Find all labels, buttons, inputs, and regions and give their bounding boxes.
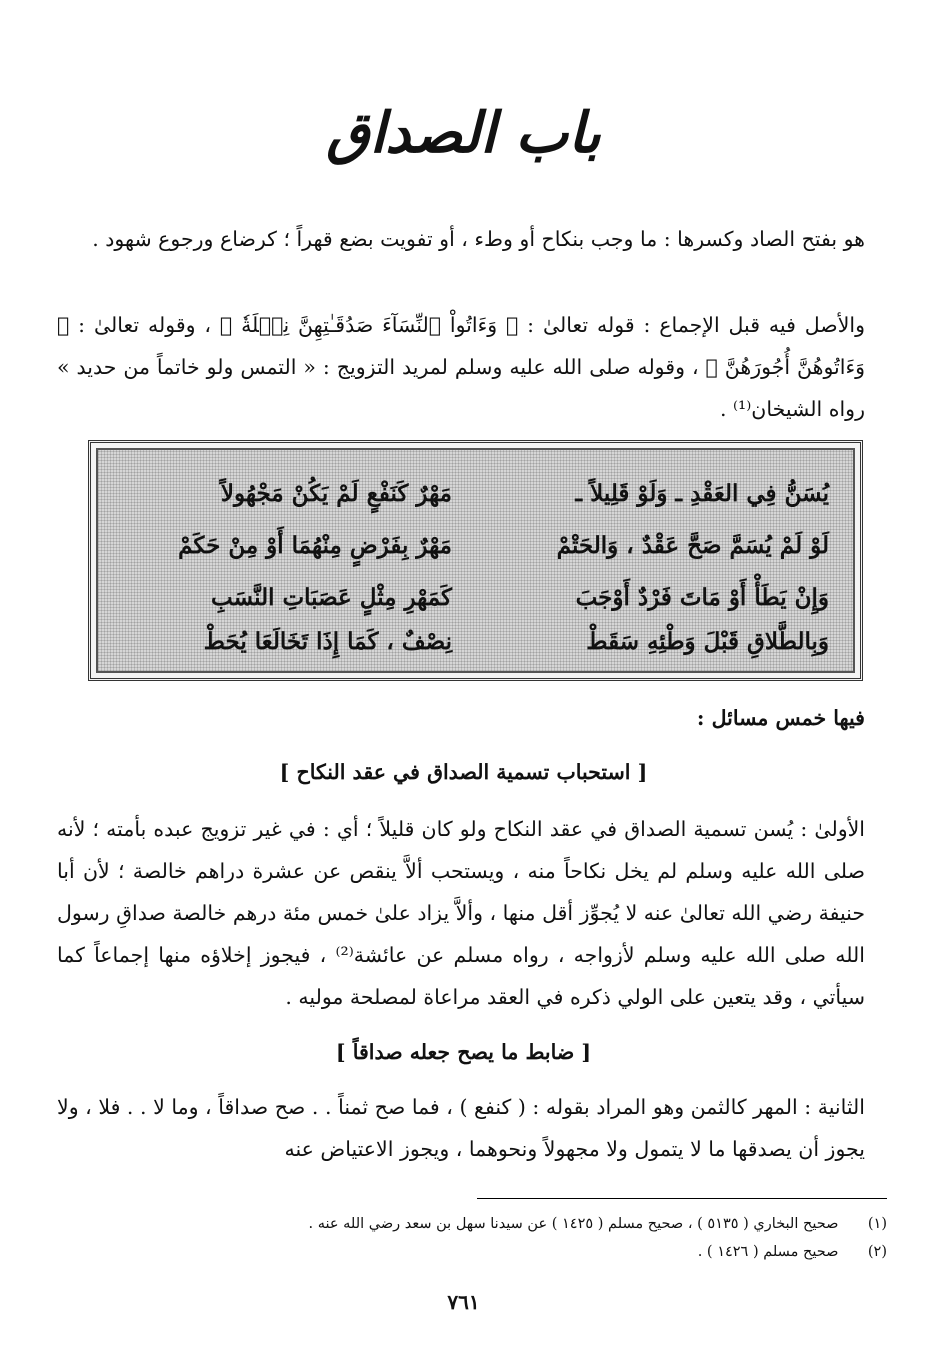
section-heading-1: [ استحباب تسمية الصداق في عقد النكاح ] (279, 760, 648, 784)
footnote-2-number: (٢) (867, 1244, 887, 1260)
verse-4-second-hemistich: نِصْفٌ ، كَمَا إِذَا تَخَالَعَا يُحَطْ (203, 628, 452, 655)
verse-1-first-hemistich: يُسَنُّ فِي العَقْدِ ـ وَلَوْ قَلِيلاً ـ (575, 480, 829, 507)
footnote-divider (477, 1198, 887, 1199)
first-issue-paragraph: الأولىٰ : يُسن تسمية الصداق في عقد النكاح ولو كان قليلاً ؛ أي : في غير تزويج عبده بأمته ؛ لأنه صلى الله عليه وسلم لم يخل نكاحاً منه ، ويستحب ألاَّ ينقص عن عشرة دراهم خالصة ؛ لأن أبا حنيفة رضي الله تعالىٰ عنه لا يُجوِّز أقل منها ، وألاَّ يزاد علىٰ خمس مئة درهم خالصة صداقِ رسول الله صلى الله عليه وسلم لأزواجه ، رواه مسلم عن عائشة⁽²⁾ ، فيجوز إخلاؤه منها إجماعاً كما سيأتي ، وقد يتعين على الولي ذكره في العقد مراعاة لمصلحة موليه . (57, 817, 865, 1009)
second-issue-paragraph: الثانية : المهر كالثمن وهو المراد بقوله : ( كنفع ) ، فما صح ثمناً . . صح صداقاً ، وما لا . . فلا ، ولا يجوز أن يصدقها ما لا يتمول ولا مجهولاً ونحوهما ، ويجوز الاعتياض عنه (57, 1095, 865, 1161)
definition-paragraph: هو بفتح الصاد وكسرها : ما وجب بنكاح أو وطء ، أو تفويت بضع قهراً ؛ كرضاع ورجوع شهود . (92, 227, 865, 251)
verse-3-first-hemistich: وَإِنْ يَطَأْ أَوْ مَاتَ فَرْدٌ أَوْجَبَ (575, 584, 829, 611)
poem-box (88, 440, 863, 681)
page-number: ٧٦١ (447, 1290, 480, 1314)
verse-2-first-hemistich: لَوْ لَمْ يُسَمَّ صَحَّ عَقْدٌ ، وَالحَتْمْ (556, 532, 829, 559)
verse-1-second-hemistich: مَهْرٌ كَنَفْعٍ لَمْ يَكُنْ مَجْهُولاً (220, 480, 452, 507)
footnote-1-number: (١) (867, 1216, 887, 1232)
poem-verses (96, 448, 855, 673)
verse-4-first-hemistich: وَبِالطَّلاقِ قَبْلَ وَطْئِهِ سَقَطْ (586, 628, 829, 655)
footnote-2 (67, 1240, 887, 1264)
chapter-title: باب الصداق (326, 100, 601, 166)
footnote-1 (67, 1212, 887, 1236)
section-heading-2: [ ضابط ما يصح جعله صداقاً ] (335, 1040, 592, 1064)
footnote-1-text: صحيح البخاري ( ٥١٣٥ ) ، صحيح مسلم ( ١٤٢٥ ) عن سيدنا سهل بن سعد رضي الله عنه . (308, 1216, 839, 1232)
footnote-2-text: صحيح مسلم ( ١٤٢٦ ) . (697, 1244, 839, 1260)
issues-intro: فيها خمس مسائل : (696, 706, 865, 730)
verse-3-second-hemistich: كَمَهْرِ مِثْلٍ عَصَبَاتِ النَّسَبِ (211, 584, 452, 611)
verse-2-second-hemistich: مَهْرٌ بِفَرْضٍ مِنْهُمَا أَوْ مِنْ حَكَمْ (178, 532, 452, 559)
evidence-paragraph: والأصل فيه قبل الإجماع : قوله تعالىٰ : ﴿ وَءَاتُواْ ٱلنِّسَآءَ صَدُقَـٰتِهِنَّ نِحۡلَةٗ ﴾ ، وقوله تعالىٰ : ﴿ وَءَاتُوهُنَّ أُجُورَهُنَّ ﴾ ، وقوله صلى الله عليه وسلم لمريد التزويج : « التمس ولو خاتماً من حديد » رواه الشيخان⁽¹⁾ . (57, 313, 865, 421)
